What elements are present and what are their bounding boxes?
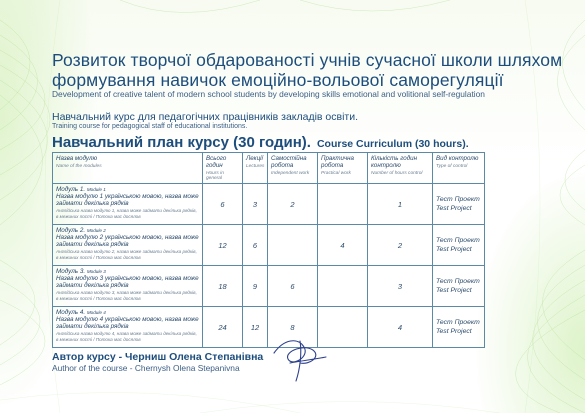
table-row (53, 184, 485, 225)
table-row (53, 307, 485, 348)
certificate-title: Розвиток творчої обдарованості учнів сучасної школи шляхом формування навичок емоційно-вольової саморегуляції (52, 50, 563, 90)
lectures-cell: 12 (243, 307, 268, 348)
header-control-type: Вид контролю Type of control (433, 153, 485, 184)
header-module-name: Назва модулю Name of the modules (53, 153, 203, 184)
practical-cell: 4 (318, 225, 368, 266)
signature-image (270, 333, 330, 385)
table-header-row (53, 153, 485, 184)
course-description: Навчальний курс для педагогічних працівників закладів освіти. (52, 111, 359, 123)
module-cell: Модуль 4. Module 4 Назва модулю 4 українською мовою, назва може займати декілька рядків Англійська назва модулю 4, назва може займати декілька рядків, в межиних пості / Потока мас досялов (53, 307, 203, 348)
control-type-cell: Тест Проект Test Project (433, 184, 485, 225)
control-hours-cell: 2 (368, 225, 433, 266)
independent-cell: 6 (268, 266, 318, 307)
table-row (53, 225, 485, 266)
control-type-cell: Тест Проект Test Project (433, 307, 485, 348)
total-hours-cell: 12 (203, 225, 243, 266)
curriculum-heading (52, 134, 469, 152)
lectures-cell: 9 (243, 266, 268, 307)
author-name: Автор курсу - Черниш Олена Степанівна (52, 351, 264, 363)
header-lectures: Лекції Lectures (243, 153, 268, 184)
lectures-cell: 6 (243, 225, 268, 266)
curriculum-heading-en: Course Curriculum (30 hours). (316, 138, 469, 150)
control-type-cell: Тест Проект Test Project (433, 266, 485, 307)
module-cell: Модуль 3. Module 3 Назва модулю 3 українською мовою, назва може займати декілька рядків Англійська назва модулю 3, назва може займати декілька рядків, в межиних пості / Потока мас досялов (53, 266, 203, 307)
total-hours-cell: 18 (203, 266, 243, 307)
module-cell: Модуль 1. Module 1 Назва модулю 1 українською мовою, назва може займати декілька рядків Англійська назва модулю 1, назва може займати декілька рядків, в межиних пості / Потока мас досялов (53, 184, 203, 225)
independent-cell: 8 (268, 307, 318, 348)
control-hours-cell: 4 (368, 307, 433, 348)
independent-cell: 2 (268, 184, 318, 225)
control-hours-cell: 3 (368, 266, 433, 307)
practical-cell (318, 266, 368, 307)
course-description-en: Training course for pedagogical staff of educational institutions. (52, 123, 248, 130)
curriculum-table (52, 152, 485, 348)
author-name-en: Author of the course - Chernysh Olena Stepanivna (52, 363, 240, 373)
total-hours-cell: 6 (203, 184, 243, 225)
independent-cell (268, 225, 318, 266)
curriculum-heading-ua: Навчальний план курсу (30 годин). (52, 134, 311, 151)
practical-cell (318, 184, 368, 225)
certificate-subtitle-en: Development of creative talent of modern school students by developing skills emotional and volitional self-regulation (52, 89, 485, 99)
header-total-hours: Всього годин Hours in general (203, 153, 243, 184)
header-independent-work: Самостійна робота Independent work (268, 153, 318, 184)
control-type-cell: Тест Проект Test Project (433, 225, 485, 266)
total-hours-cell: 24 (203, 307, 243, 348)
header-practical-work: Практична робота Practical work (318, 153, 368, 184)
header-control-hours: Кількість годин контролю Number of hours control (368, 153, 433, 184)
module-cell: Модуль 2. Module 2 Назва модулю 2 українською мовою, назва може займати декілька рядків Англійська назва модулю 2, назва може займати декілька рядків, в межиних пості / Потока мас досялов (53, 225, 203, 266)
control-hours-cell: 1 (368, 184, 433, 225)
table-row (53, 266, 485, 307)
lectures-cell: 3 (243, 184, 268, 225)
